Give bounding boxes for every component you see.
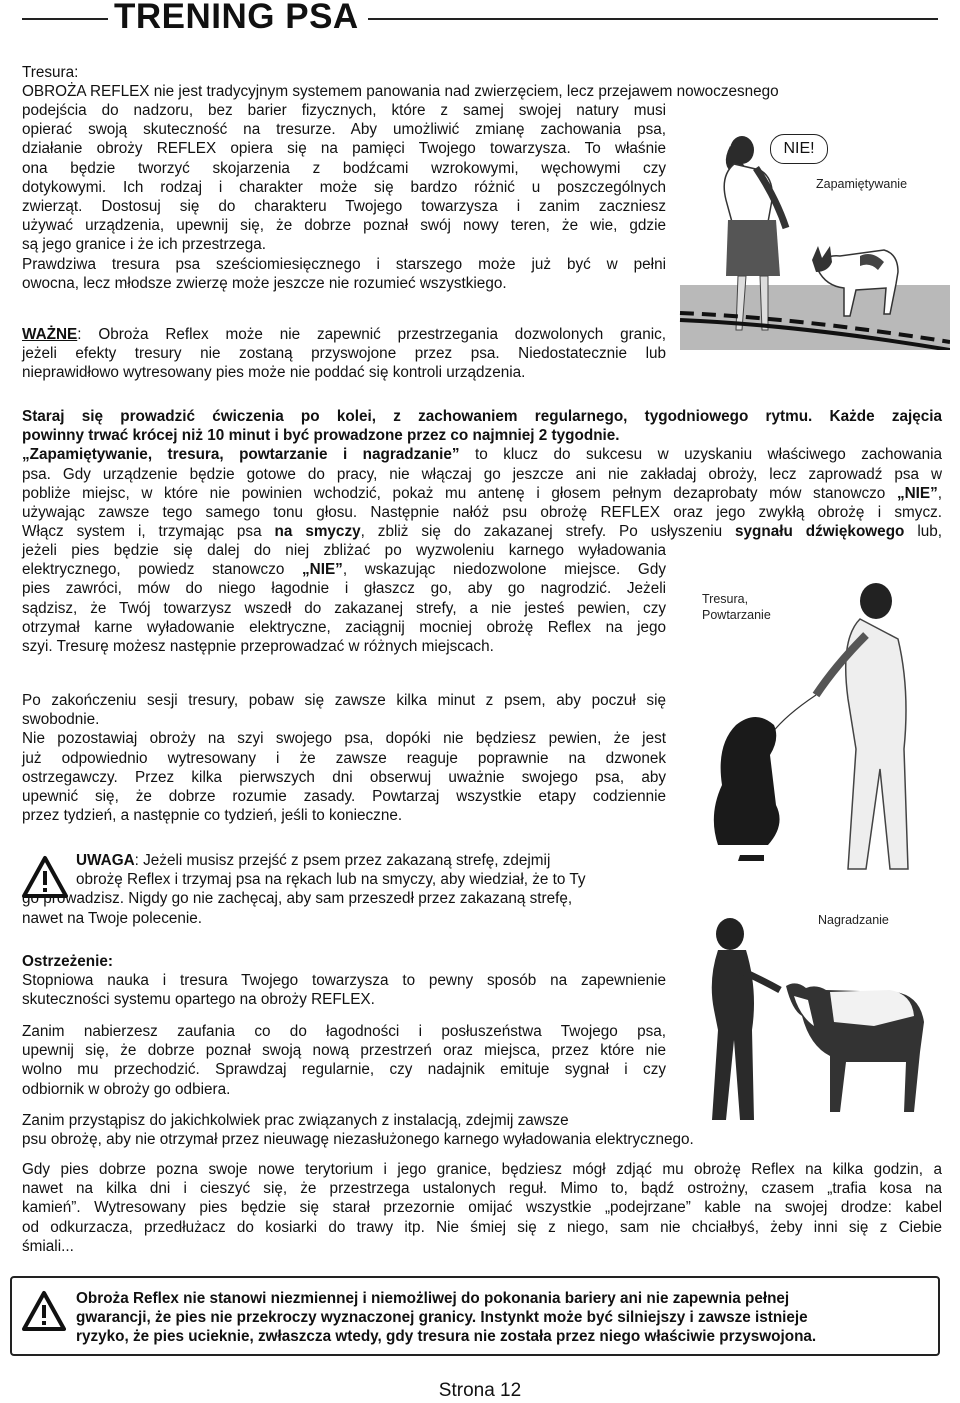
paragraph-text: , wskazując niedozwolone miejsce. Gdy — [342, 561, 666, 579]
emphasis: sygnału dźwiękowego — [735, 523, 905, 541]
paragraph-line: ostrzegawczy. Przez kilka pierwszych dni obserwuj uważnie swojego psa, aby — [22, 768, 666, 786]
paragraph-text: to klucz do sukcesu w uzyskaniu właściwego zachowania — [459, 446, 942, 464]
paragraph-text: pobliże miejsc, w które nie powinien wchodzić, pokaż mu antenę i głosem pełnym dezaprobaty mów stanowczo — [22, 484, 897, 502]
paragraph-line: podejścia do nadzoru, bez barier fizycznych, które z samej swojej natury musi — [22, 102, 666, 119]
paragraph-line: : Obroża Reflex może nie zapewnić przestrzegania dozwolonych granic, — [77, 326, 666, 343]
section-warning-trust — [22, 1022, 666, 1099]
header-rule-right — [368, 18, 938, 20]
paragraph-line: zwierząt. Dostosuj się do charakteru Twojego towarzysza i zanim zaczniesz — [22, 198, 666, 216]
paragraph-line: śmiali... — [22, 1237, 74, 1255]
paragraph-line: nawet na kilka dni i cieszyć się, że przestrzega ustalonych reguł. Mimo to, bądź ostrożny, czasem „trafia kosa na — [22, 1180, 942, 1198]
speech-bubble-text: NIE! — [783, 140, 815, 157]
paragraph-line: Stopniowa nauka i tresura Twojego towarzysza to pewny sposób na zapewnienie — [22, 972, 666, 990]
figure-reward — [690, 900, 950, 1130]
paragraph-line: go prowadzisz. Nigdy go nie zachęcaj, aby sam przeszedł przez zakazaną strefę, — [22, 890, 573, 908]
emphasis: na smyczy — [274, 523, 361, 541]
paragraph-line: nawet na Twoje polecenie. — [22, 909, 203, 927]
paragraph-line: upewnić się, że dobrze rozumie zasady. Powtarzaj wszystkie etapy codziennie — [22, 788, 666, 806]
caption-line: Powtarzanie — [702, 608, 771, 622]
paragraph-text: elektrycznego, powiedz stanowczo — [22, 561, 303, 579]
speech-bubble — [770, 134, 828, 164]
paragraph-line: dotykowymi. Ich rodzaj i charakter może się bardzo różnić u poszczególnych — [22, 178, 666, 196]
paragraph-line: Zanim przystąpisz do jakichkolwiek prac związanych z instalacją, zdejmij zawsze — [22, 1112, 569, 1129]
paragraph-line: już odpowiednio wytresowany i że zawsze reaguje poprawnie na dzwonek — [22, 749, 666, 767]
warning-box-text — [76, 1289, 926, 1347]
warning-label: UWAGA — [76, 852, 135, 869]
paragraph-line: nieprawidłowo wytresowany pies może nie poddać się kontroli urządzenia. — [22, 364, 526, 382]
paragraph-text: lub, — [904, 523, 942, 541]
section-heading: Ostrzeżenie: — [22, 953, 113, 970]
section-warning-territory — [22, 1160, 942, 1256]
paragraph-text: : Jeżeli musisz przejść z psem przez zakazaną strefę, zdejmij — [134, 852, 551, 869]
section-heading: Tresura: — [22, 64, 79, 81]
paragraph-line: odbiornik w obroży go odbiera. — [22, 1080, 231, 1098]
paragraph-line: Zanim nabierzesz zaufania co do łagodności i posłuszeństwa Twojego psa, — [22, 1023, 666, 1040]
section-training-cont — [22, 541, 666, 656]
paragraph-line: jeżeli pies będzie się dalej do niej zbliżać po wyzwoleniu karnego wyładowania — [22, 542, 666, 559]
command-word: „NIE” — [302, 561, 343, 579]
paragraph-line: Gdy pies dobrze pozna swoje nowe terytorium i jego granice, będziesz mógł zdjąć mu obrożę Reflex na kilka godzin, a — [22, 1161, 942, 1178]
caption-line: Tresura, — [702, 592, 749, 606]
paragraph-line: kamień”. Wytresowany pies będzie się starał przezornie omijać wszystkie „podejrzane” kable na swojej drodze: kabel — [22, 1199, 942, 1217]
section-after-training — [22, 691, 666, 825]
important-label: WAŻNE — [22, 326, 78, 343]
header-rule-left — [22, 18, 108, 20]
page-number: Strona 12 — [438, 1380, 522, 1401]
paragraph-line: skuteczności systemu opartego na obroży REFLEX. — [22, 991, 375, 1009]
paragraph-line: są jego granice i że ich przestrzega. — [22, 236, 267, 254]
paragraph-line: swobodnie. — [22, 711, 100, 729]
paragraph-line: od odkurzacza, przedłużacz do kosiarki do trawy itp. Nie śmiej się z niego, sam nie chciałbyś, żeby inni się z Ciebie — [22, 1218, 942, 1236]
paragraph-line: ona będzie tworzyć skojarzenia z bodźcami wzrokowymi, węchowymi czy — [22, 159, 666, 177]
section-warning — [22, 952, 666, 1010]
key-phrase: „Zapamiętywanie, tresura, powtarzanie i nagradzanie” — [22, 446, 460, 464]
reward-illustration — [690, 900, 950, 1130]
paragraph-line: owocna, lecz młodsze zwierzę może jeszcze nie rozumieć wszystkiego. — [22, 274, 507, 292]
paragraph-line: używać urządzenia, upewnij się, że dobrze poznał swój nowy teren, że wie, gdzie — [22, 217, 666, 235]
paragraph-line: szyi. Tresurę możesz następnie przeprowadzać w różnych miejscach. — [22, 638, 494, 656]
paragraph-line: używając zawsze tego samego tonu głosu. Następnie nałóż psu obrożę REFLEX oraz jego zwykłą obrożę i smycz. — [22, 504, 942, 522]
section-tresura-body — [22, 101, 666, 293]
figure-caption: Zapamiętywanie — [816, 177, 908, 191]
paragraph-line: Obroża Reflex nie stanowi niezmiennej i niemożliwej do pokonania bariery ani nie zapewnia pełnej — [76, 1290, 790, 1307]
figure-memorization — [660, 120, 950, 350]
paragraph-line: obrożę Reflex i trzymaj psa na rękach lub na smyczy, aby wiedział, że to Ty — [76, 871, 586, 889]
paragraph-line: OBROŻA REFLEX nie jest tradycyjnym systemem panowania nad zwierzęciem, lecz przejawem nowoczesnego — [22, 83, 779, 101]
paragraph-line: opierać swoją skuteczność na tresurze. Aby umożliwić zmianę zachowania psa, — [22, 121, 666, 139]
paragraph-text: , zbliż się do zakazanej strefy. Po usłyszeniu — [360, 523, 736, 541]
section-training — [22, 407, 942, 541]
paragraph-line: ryzyko, że pies ucieknie, zwłaszcza wtedy, gdy tresura nie została przez niego właściwie przyswojona. — [76, 1328, 817, 1346]
paragraph-line: jeżeli efekty tresury nie zostaną przyswojone przez psa. Niedostatecznie lub — [22, 345, 666, 363]
paragraph-line: Po zakończeniu sesji tresury, pobaw się zawsze kilka minut z psem, aby poczuł się — [22, 692, 666, 709]
paragraph-text: Włącz system i, trzymając psa — [22, 523, 275, 541]
paragraph-line: psa. Gdy urządzenie będzie gotowe do pracy, nie włączaj go jeszcze ani nie zakładaj obroży, lecz zaprowadź psa w — [22, 465, 942, 483]
paragraph-line: pies zawróci, mów do niego łagodnie i głaszcz go, aby go nagrodzić. Jeżeli — [22, 580, 666, 598]
section-tresura — [22, 63, 942, 101]
paragraph-line: Staraj się prowadzić ćwiczenia po kolei, z zachowaniem regularnego, tygodniowego rytmu. Każde zajęcia — [22, 408, 942, 425]
warning-icon — [22, 1290, 66, 1332]
paragraph-line: psu obrożę, aby nie otrzymał przez nieuwagę niezasłużonego karnego wyładowania elektrycznego. — [22, 1131, 694, 1149]
paragraph-line: Nie pozostawiaj obroży na szyi swojego psa, dopóki nie będziesz pewien, że jest — [22, 730, 666, 748]
paragraph-line: wolno mu przechodzić. Sprawdzaj regularnie, czy nadajnik emituje sygnał i czy — [22, 1061, 666, 1079]
paragraph-line: przez tydzień, a następnie co tydzień, jeśli to konieczne. — [22, 807, 403, 825]
paragraph-line: sądzisz, że Twój towarzysz wszedł do zakazanej strefy, a nie jesteś pewien, czy — [22, 599, 666, 617]
figure-caption — [702, 591, 771, 623]
paragraph-line: działanie obroży REFLEX opiera się na pamięci Twojego towarzysza. To właśnie — [22, 140, 666, 158]
paragraph-line: upewnij się, że dobrze poznał swoją nową przestrzeń oraz miejsca, przez które nie — [22, 1042, 666, 1060]
warning-note — [22, 851, 666, 928]
paragraph-text: , — [937, 484, 942, 502]
command-word: „NIE” — [896, 484, 938, 502]
section-warning-install — [22, 1111, 942, 1149]
important-note — [22, 325, 666, 383]
paragraph-line: otrzymał karne wyładowanie elektryczne, zaciągnij mocniej obrożę Reflex na jego — [22, 618, 666, 636]
figure-training — [676, 565, 946, 885]
paragraph-line: gwarancji, że pies nie przekroczy wyznaczonej granicy. Instynkt może być silniejszy i zawsze istnieje — [76, 1309, 808, 1327]
figure-caption: Nagradzanie — [818, 913, 889, 927]
paragraph-line: powinny trwać krócej niż 10 minut i być prowadzone przez co najmniej 2 tygodnie. — [22, 427, 620, 445]
page-title: TRENING PSA — [114, 0, 359, 36]
paragraph-line: Prawdziwa tresura psa sześciomiesięcznego i starszego może już być w pełni — [22, 255, 666, 273]
